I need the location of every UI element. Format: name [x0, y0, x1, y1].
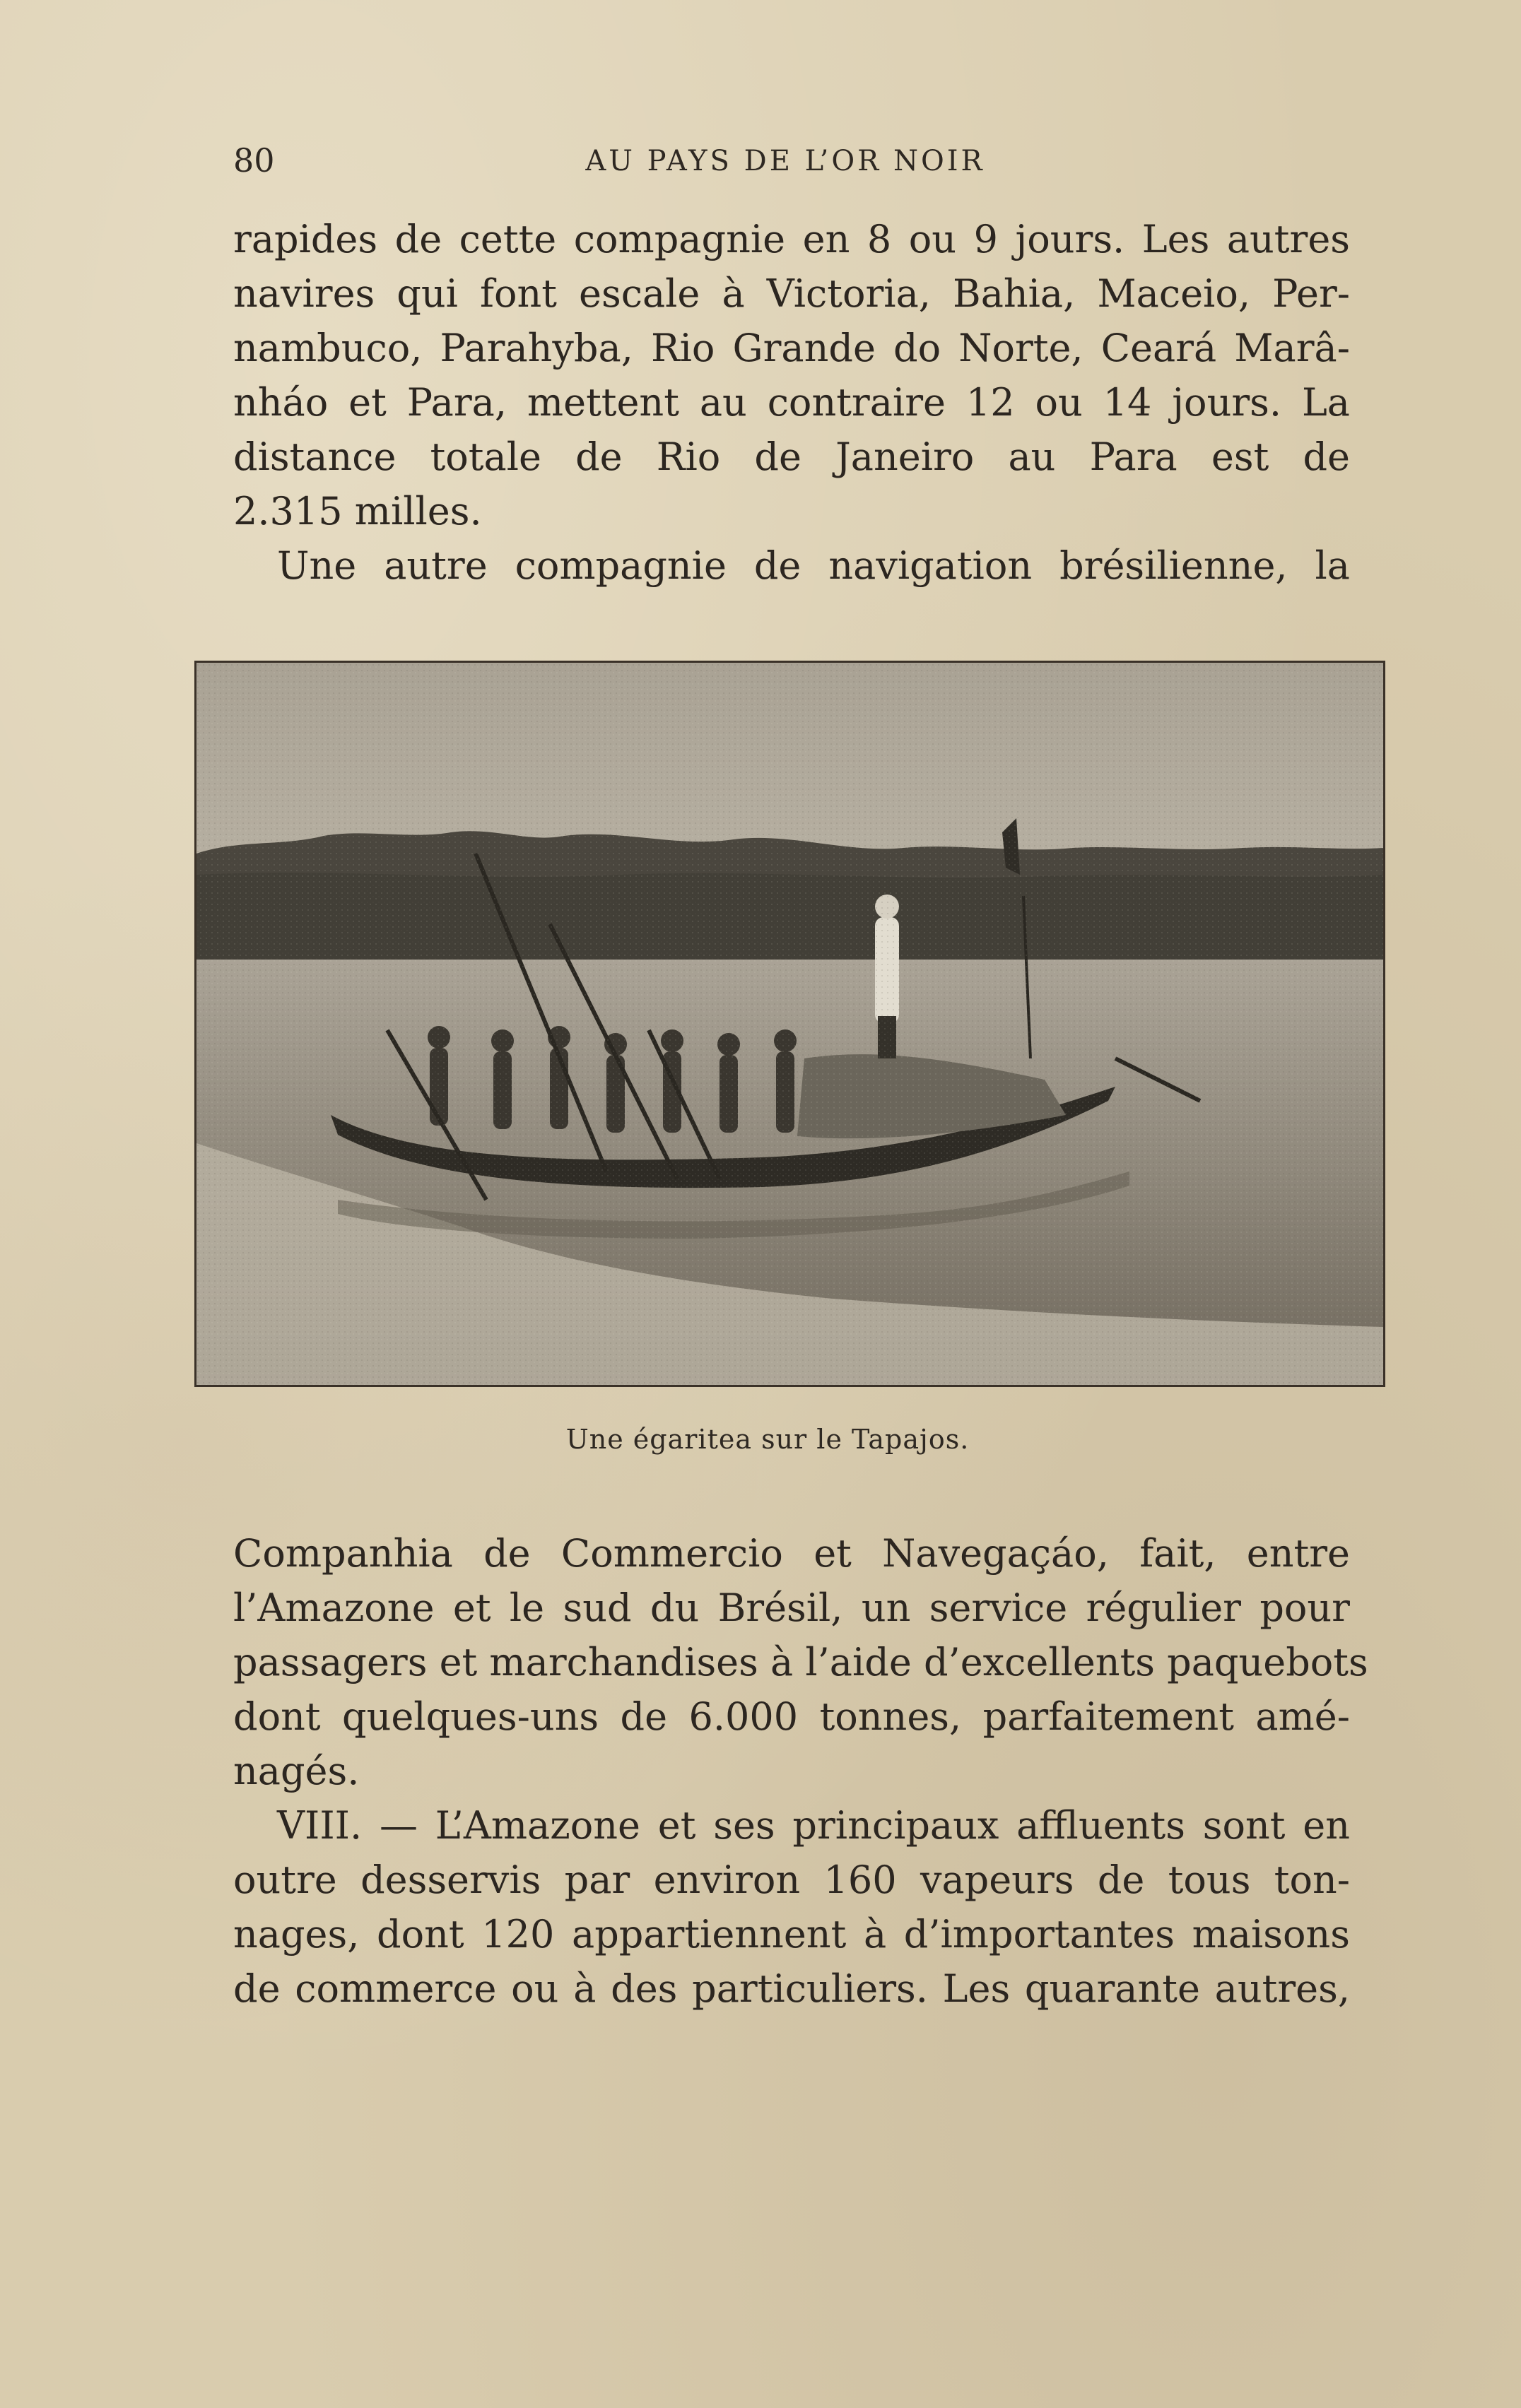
text-line: l’Amazone et le sud du Brésil, un service régulier pour	[233, 1586, 1350, 1630]
text-line: rapides de cette compagnie en 8 ou 9 jours. Les autres	[233, 217, 1350, 261]
photograph-figure	[194, 661, 1385, 1387]
text-line: outre desservis par environ 160 vapeurs de tous ton-	[233, 1858, 1350, 1902]
text-line: distance totale de Rio de Janeiro au Para est de	[233, 435, 1350, 479]
text-line: nages, dont 120 appartiennent à d’importantes maisons	[233, 1912, 1350, 1956]
text-line: nagés.	[233, 1749, 360, 1793]
text-line: nháo et Para, mettent au contraire 12 ou 14 jours. La	[233, 380, 1350, 425]
text-block-bottom	[233, 1526, 1368, 2016]
text-line: dont quelques-uns de 6.000 tonnes, parfaitement amé-	[233, 1694, 1350, 1739]
text-line: VIII. — L’Amazone et ses principaux affluents sont en	[277, 1803, 1350, 1848]
text-line: 2.315 milles.	[233, 489, 482, 533]
text-line: passagers et marchandises à l’aide d’excellents paquebots	[233, 1640, 1368, 1684]
text-block-top	[233, 212, 1350, 593]
text-line: navires qui font escale à Victoria, Bahia, Maceio, Per-	[233, 271, 1350, 316]
page-number: 80	[233, 141, 275, 179]
text-line: Une autre compagnie de navigation brésilienne, la	[277, 543, 1350, 588]
text-line: nambuco, Parahyba, Rio Grande do Norte, Ceará Marâ-	[233, 326, 1350, 370]
running-head: AU PAYS DE L’OR NOIR	[585, 145, 985, 177]
text-line: de commerce ou à des particuliers. Les quarante autres,	[233, 1966, 1350, 2011]
figure-caption: Une égaritea sur le Tapajos.	[565, 1424, 970, 1455]
text-line: Companhia de Commercio et Navegaçáo, fait, entre	[233, 1531, 1350, 1576]
boat-photograph	[196, 663, 1383, 1385]
